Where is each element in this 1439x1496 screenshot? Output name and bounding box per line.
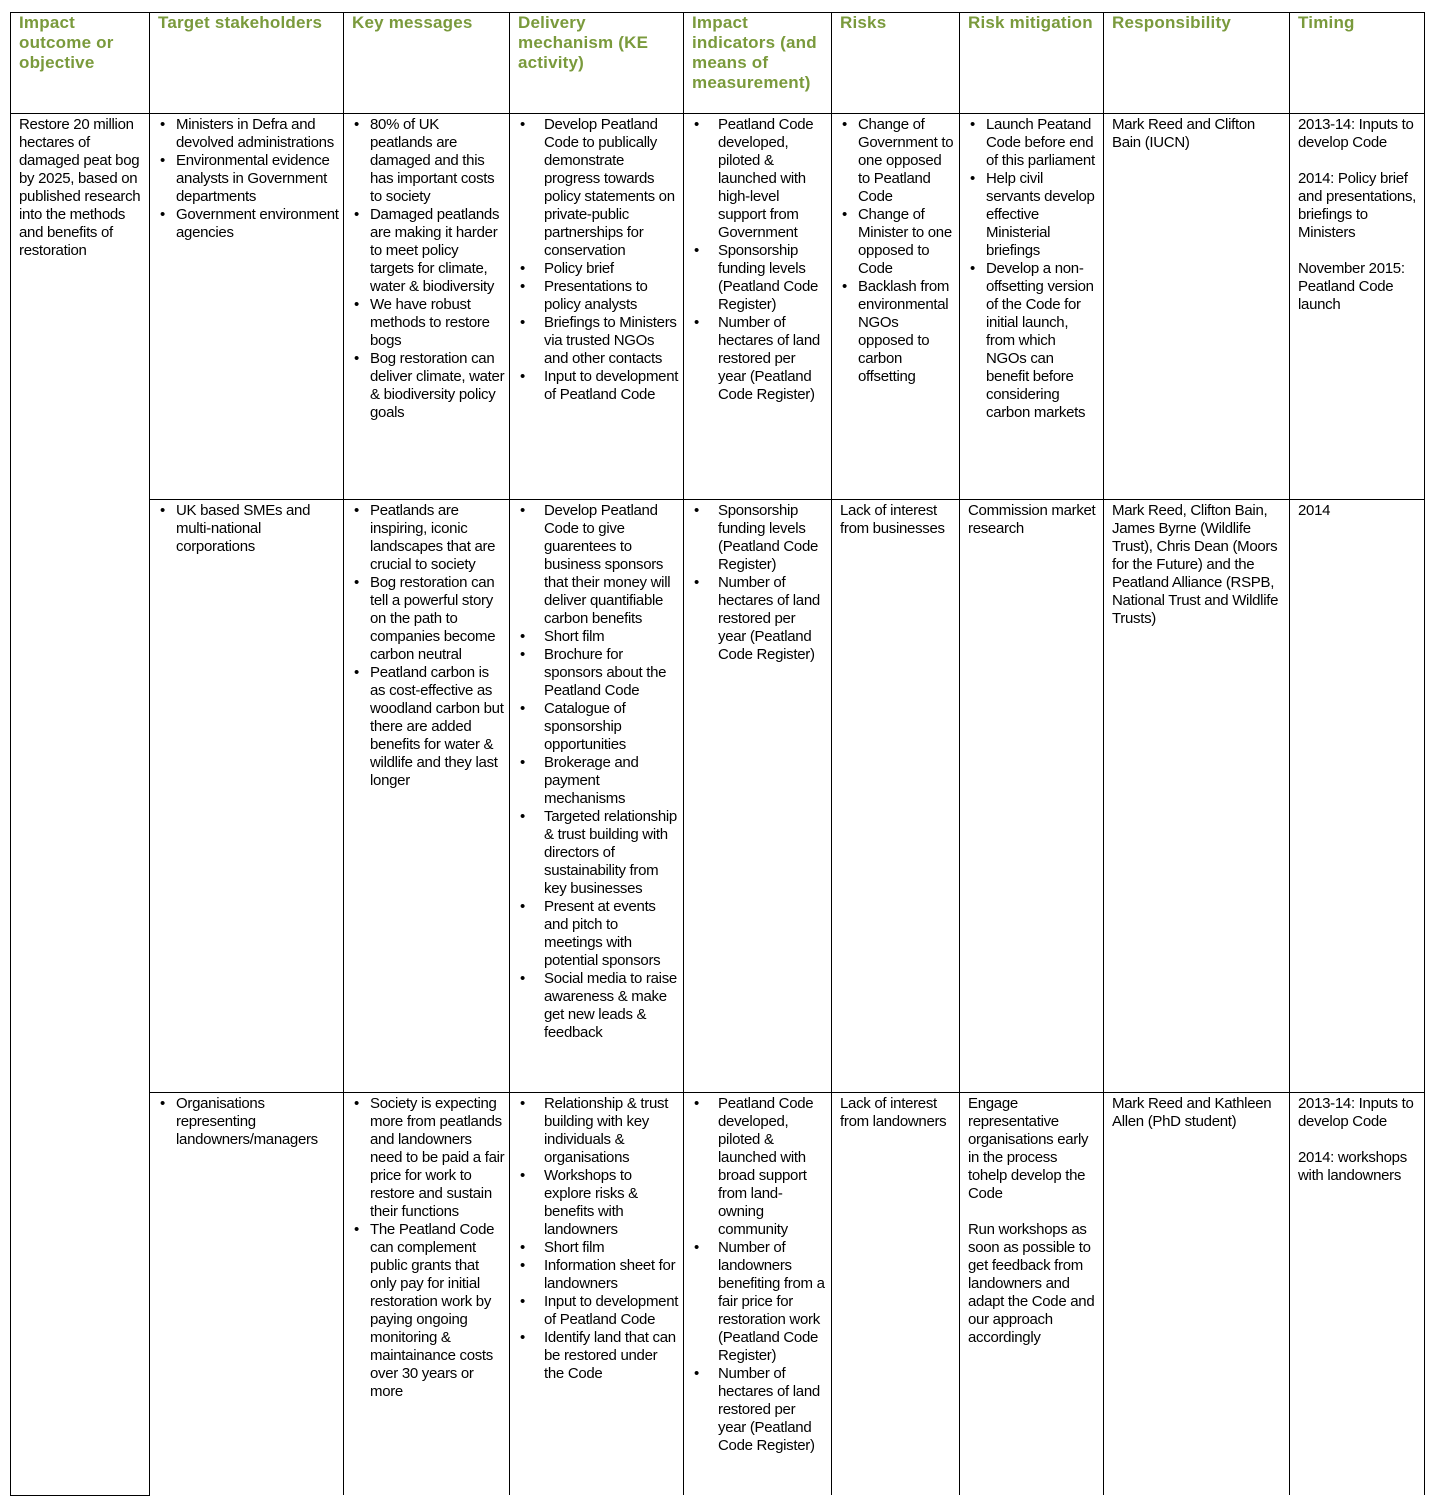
table-row [11, 114, 1425, 500]
list-item: • Input to development of Peatland Code [544, 368, 679, 404]
messages-cell [344, 114, 510, 500]
list-item: • Short film [544, 1239, 679, 1257]
stakeholders-cell [150, 1093, 344, 1496]
list-item: • Launch Peatand Code before end of this parliament [986, 116, 1099, 170]
messages-cell [344, 500, 510, 1093]
indicators-cell [684, 500, 832, 1093]
header-responsibility: Responsibility [1104, 13, 1290, 114]
list-item: • Develop Peatland Code to give guarentees to business sponsors that their money will deliver quantifiable carbon benefits [544, 502, 679, 628]
responsibility-cell [1104, 500, 1290, 1093]
list-item: • Change of Government to one opposed to Peatland Code [858, 116, 955, 206]
list-item: • Number of landowners benefiting from a fair price for restoration work (Peatland Code Register) [718, 1239, 827, 1365]
list-item: • Sponsorship funding levels (Peatland Code Register) [718, 502, 827, 574]
responsibility-text: Mark Reed and Clifton Bain (IUCN) [1112, 116, 1255, 151]
list-item: • Policy brief [544, 260, 679, 278]
list-item: • Help civil servants develop effective Ministerial briefings [986, 170, 1099, 260]
header-timing: Timing [1290, 13, 1425, 114]
list-item: • Peatlands are inspiring, iconic landscapes that are crucial to society [370, 502, 505, 574]
list-item: • Number of hectares of land restored per year (Peatland Code Register) [718, 574, 827, 664]
header-target-stakeholders: Target stakeholders [150, 13, 344, 114]
list-item: • Bog restoration can tell a powerful story on the path to companies become carbon neutral [370, 574, 505, 664]
list-item: • Peatland Code developed, piloted & launched with high-level support from Government [718, 116, 827, 242]
list-item: • Society is expecting more from peatlands and landowners need to be paid a fair price for work to restore and sustain their functions [370, 1095, 505, 1221]
list-item: • Number of hectares of land restored per year (Peatland Code Register) [718, 314, 827, 404]
list-item: • Catalogue of sponsorship opportunities [544, 700, 679, 754]
timing-text: 2013-14: Inputs to develop Code [1298, 116, 1414, 151]
list-item: • Targeted relationship & trust building with directors of sustainability from key businesses [544, 808, 679, 898]
impact-plan-table [10, 12, 1425, 1496]
delivery-cell [510, 114, 684, 500]
list-item: • Environmental evidence analysts in Government departments [176, 152, 339, 206]
indicators-cell [684, 1093, 832, 1496]
list-item: • UK based SMEs and multi-national corporations [176, 502, 339, 556]
list-item: • Workshops to explore risks & benefits with landowners [544, 1167, 679, 1239]
list-item: • Presentations to policy analysts [544, 278, 679, 314]
list-item: • Change of Minister to one opposed to Code [858, 206, 955, 278]
stakeholders-cell [150, 500, 344, 1093]
list-item: • Briefings to Ministers via trusted NGOs and other contacts [544, 314, 679, 368]
timing-cell [1290, 500, 1425, 1093]
header-risk-mitigation: Risk mitigation [960, 13, 1104, 114]
mitigation-text: Commission market research [968, 502, 1096, 537]
mitigation-cell [960, 114, 1104, 500]
list-item: • Present at events and pitch to meetings with potential sponsors [544, 898, 679, 970]
list-item: • Information sheet for landowners [544, 1257, 679, 1293]
list-item: • Social media to raise awareness & make get new leads & feedback [544, 970, 679, 1042]
responsibility-text: Mark Reed and Kathleen Allen (PhD student) [1112, 1095, 1272, 1130]
list-item: • Government environment agencies [176, 206, 339, 242]
timing-text: 2014 [1298, 502, 1331, 519]
stakeholders-cell [150, 114, 344, 500]
list-item: • Peatland carbon is as cost-effective as woodland carbon but there are added benefits for water & wildlife and they last longer [370, 664, 505, 790]
list-item: • Number of hectares of land restored per year (Peatland Code Register) [718, 1365, 827, 1455]
list-item: • Bog restoration can deliver climate, water & biodiversity policy goals [370, 350, 505, 422]
responsibility-text: Mark Reed, Clifton Bain, James Byrne (Wildlife Trust), Chris Dean (Moors for the Future) and the Peatland Alliance (RSPB, National Trust and Wildlife Trusts) [1112, 502, 1279, 627]
impact-outcome-cell [11, 114, 150, 1496]
header-row [11, 13, 1425, 114]
delivery-cell [510, 1093, 684, 1496]
mitigation-text: Engage representative organisations early in the process tohelp develop the Code [968, 1095, 1089, 1202]
risks-text: Lack of interest from landowners [840, 1095, 947, 1130]
timing-text: November 2015: Peatland Code launch [1298, 260, 1405, 313]
risks-cell [832, 114, 960, 500]
list-item: • Identify land that can be restored under the Code [544, 1329, 679, 1383]
timing-text: 2013-14: Inputs to develop Code [1298, 1095, 1414, 1130]
mitigation-text: Run workshops as soon as possible to get feedback from landowners and adapt the Code and our approach accordingly [968, 1221, 1095, 1346]
header-impact-indicators: Impact indicators (and means of measurement) [684, 13, 832, 114]
list-item: • Brokerage and payment mechanisms [544, 754, 679, 808]
list-item: • Sponsorship funding levels (Peatland Code Register) [718, 242, 827, 314]
list-item: • The Peatland Code can complement public grants that only pay for initial restoration work by paying ongoing monitoring & maintainance costs over 30 years or more [370, 1221, 505, 1401]
header-delivery-mechanism: Delivery mechanism (KE activity) [510, 13, 684, 114]
risks-cell [832, 1093, 960, 1496]
list-item: • Relationship & trust building with key individuals & organisations [544, 1095, 679, 1167]
list-item: • Organisations representing landowners/managers [176, 1095, 339, 1149]
document-page [10, 12, 1424, 1496]
risks-text: Lack of interest from businesses [840, 502, 945, 537]
timing-text: 2014: workshops with landowners [1298, 1149, 1407, 1184]
header-key-messages: Key messages [344, 13, 510, 114]
timing-cell [1290, 1093, 1425, 1496]
responsibility-cell [1104, 1093, 1290, 1496]
header-risks: Risks [832, 13, 960, 114]
list-item: • Backlash from environmental NGOs opposed to carbon offsetting [858, 278, 955, 386]
timing-cell [1290, 114, 1425, 500]
list-item: • Input to development of Peatland Code [544, 1293, 679, 1329]
list-item: • Short film [544, 628, 679, 646]
table-row [11, 500, 1425, 1093]
mitigation-cell [960, 1093, 1104, 1496]
timing-text: 2014: Policy brief and presentations, briefings to Ministers [1298, 170, 1417, 241]
delivery-cell [510, 500, 684, 1093]
responsibility-cell [1104, 114, 1290, 500]
risks-cell [832, 500, 960, 1093]
list-item: • Brochure for sponsors about the Peatland Code [544, 646, 679, 700]
list-item: • Peatland Code developed, piloted & launched with broad support from land-owning community [718, 1095, 827, 1239]
list-item: • Damaged peatlands are making it harder to meet policy targets for climate, water & biodiversity [370, 206, 505, 296]
list-item: • Ministers in Defra and devolved administrations [176, 116, 339, 152]
list-item: • Develop Peatland Code to publically demonstrate progress towards policy statements on private-public partnerships for conservation [544, 116, 679, 260]
list-item: • 80% of UK peatlands are damaged and this has important costs to society [370, 116, 505, 206]
header-impact-outcome: Impact outcome or objective [11, 13, 150, 114]
indicators-cell [684, 114, 832, 500]
list-item: • Develop a non-offsetting version of the Code for initial launch, from which NGOs can benefit before considering carbon markets [986, 260, 1099, 422]
messages-cell [344, 1093, 510, 1496]
list-item: • We have robust methods to restore bogs [370, 296, 505, 350]
table-row [11, 1093, 1425, 1496]
impact-outcome-text: Restore 20 million hectares of damaged peat bog by 2025, based on published research into the methods and benefits of restoration [19, 116, 141, 259]
mitigation-cell [960, 500, 1104, 1093]
